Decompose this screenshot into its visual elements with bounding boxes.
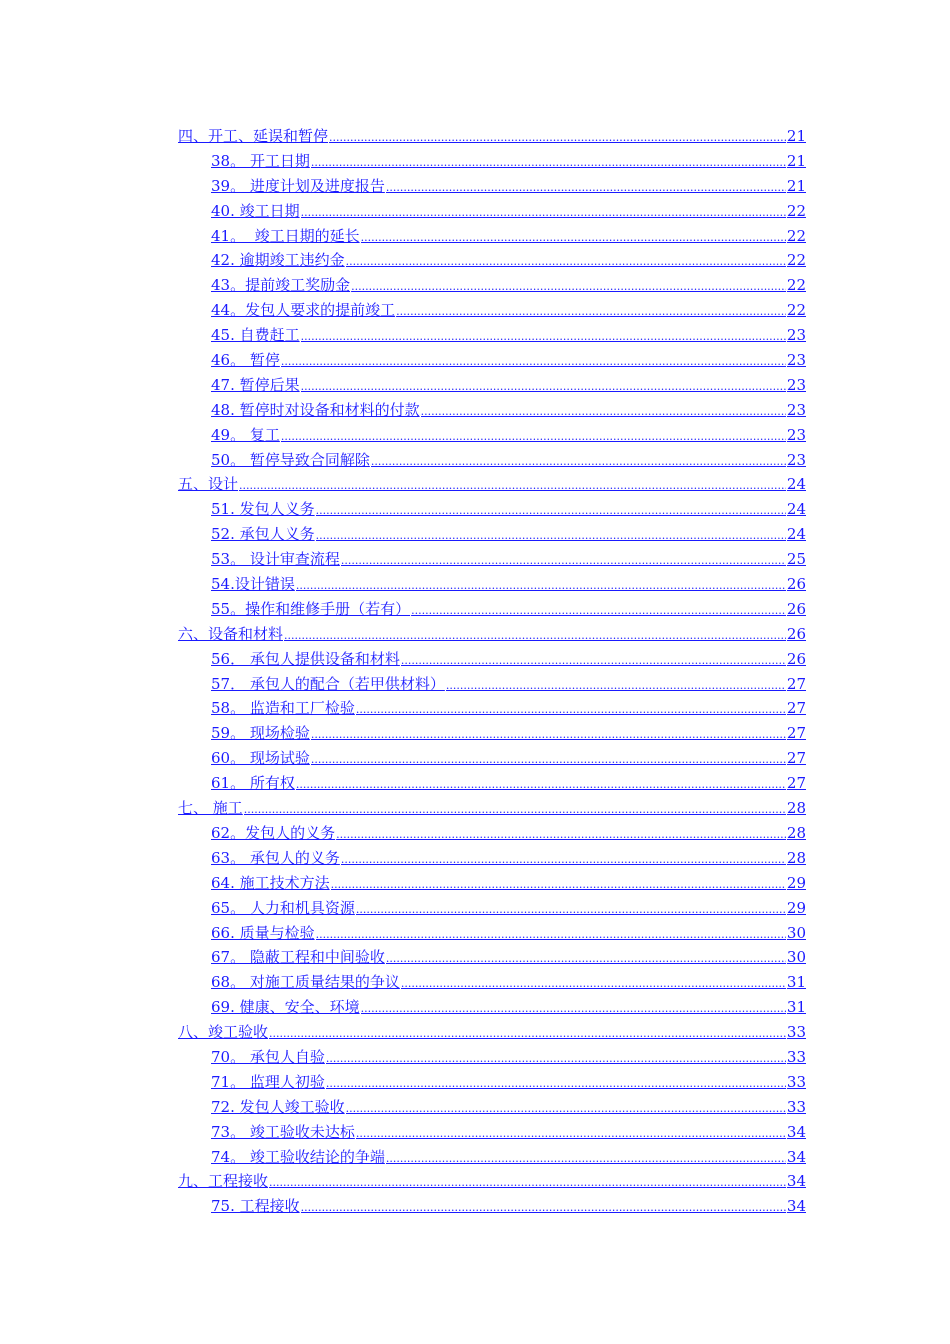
toc-dot-leader: [269, 1020, 786, 1047]
toc-entry-title: 65。 人力和机具资源: [211, 898, 355, 917]
toc-entry-title: 62。发包人的义务: [211, 823, 336, 842]
toc-entry-page-number: 34: [786, 1122, 806, 1141]
toc-entry-page-number: 23: [786, 425, 806, 444]
toc-entry-title: 67。 隐蔽工程和中间验收: [211, 948, 385, 967]
toc-dot-leader: [311, 721, 786, 748]
toc-entry-page-number: 22: [786, 201, 806, 220]
toc-section-entry[interactable]: [178, 472, 806, 497]
toc-dot-leader: [326, 1070, 786, 1097]
toc-entry-title: 50。 暂停导致合同解除: [211, 450, 370, 469]
toc-subsection-entry[interactable]: [178, 572, 806, 597]
toc-entry-page-number: 30: [786, 948, 806, 967]
toc-dot-leader: [371, 448, 786, 475]
toc-subsection-entry[interactable]: [178, 373, 806, 398]
toc-subsection-entry[interactable]: [178, 1194, 806, 1219]
toc-entry-title: 43。提前竣工奖励金: [211, 276, 351, 295]
toc-dot-leader: [386, 174, 786, 201]
toc-section-entry[interactable]: [178, 124, 806, 149]
toc-section-entry[interactable]: [178, 622, 806, 647]
toc-dot-leader: [361, 224, 786, 251]
toc-section-entry[interactable]: [178, 1020, 806, 1045]
toc-entry-page-number: 23: [786, 375, 806, 394]
toc-entry-title: 59。 现场检验: [211, 724, 310, 743]
toc-dot-leader: [316, 921, 786, 948]
toc-entry-title: 五、设计: [178, 475, 239, 494]
toc-dot-leader: [351, 273, 786, 300]
toc-subsection-entry[interactable]: [178, 721, 806, 746]
toc-entry-page-number: 33: [786, 1097, 806, 1116]
toc-dot-leader: [356, 696, 786, 723]
toc-entry-page-number: 28: [786, 848, 806, 867]
toc-dot-leader: [316, 497, 786, 524]
toc-subsection-entry[interactable]: [178, 970, 806, 995]
toc-dot-leader: [281, 423, 786, 450]
toc-subsection-entry[interactable]: [178, 746, 806, 771]
toc-subsection-entry[interactable]: [178, 1095, 806, 1120]
toc-dot-leader: [356, 1120, 786, 1147]
toc-dot-leader: [296, 572, 786, 599]
toc-dot-leader: [281, 348, 786, 375]
toc-entry-title: 七、 施工: [178, 799, 243, 818]
toc-entry-title: 73。 竣工验收未达标: [211, 1122, 355, 1141]
toc-dot-leader: [446, 672, 786, 699]
toc-entry-page-number: 24: [786, 525, 806, 544]
toc-dot-leader: [301, 1194, 786, 1221]
toc-entry-page-number: 26: [786, 624, 806, 643]
toc-entry-page-number: 21: [786, 176, 806, 195]
toc-entry-title: 55。操作和维修手册（若有）: [211, 599, 411, 618]
toc-dot-leader: [401, 647, 786, 674]
toc-subsection-entry[interactable]: [178, 273, 806, 298]
toc-entry-page-number: 25: [786, 550, 806, 569]
toc-entry-title: 68。 对施工质量结果的争议: [211, 973, 400, 992]
toc-dot-leader: [284, 622, 786, 649]
toc-entry-page-number: 28: [786, 799, 806, 818]
toc-entry-title: 48. 暂停时对设备和材料的付款: [211, 400, 420, 419]
toc-entry-title: 66. 质量与检验: [211, 923, 315, 942]
toc-entry-page-number: 22: [786, 226, 806, 245]
toc-dot-leader: [301, 199, 786, 226]
toc-subsection-entry[interactable]: [178, 945, 806, 970]
toc-entry-title: 53。 设计审查流程: [211, 550, 340, 569]
toc-entry-title: 42. 逾期竣工违约金: [211, 251, 345, 270]
toc-subsection-entry[interactable]: [178, 896, 806, 921]
toc-dot-leader: [421, 398, 786, 425]
toc-entry-title: 51. 发包人义务: [211, 500, 315, 519]
toc-entry-page-number: 27: [786, 749, 806, 768]
toc-dot-leader: [269, 1169, 786, 1196]
toc-dot-leader: [331, 871, 786, 898]
toc-dot-leader: [329, 124, 786, 151]
toc-section-entry[interactable]: [178, 796, 806, 821]
toc-subsection-entry[interactable]: [178, 771, 806, 796]
toc-entry-title: 46。 暂停: [211, 351, 280, 370]
toc-entry-title: 45. 自费赶工: [211, 326, 300, 345]
toc-entry-title: 41。 竣工日期的延长: [211, 226, 360, 245]
toc-entry-title: 75. 工程接收: [211, 1197, 300, 1216]
toc-entry-title: 61。 所有权: [211, 774, 295, 793]
toc-entry-page-number: 23: [786, 400, 806, 419]
toc-dot-leader: [361, 995, 786, 1022]
toc-entry-title: 四、开工、延误和暂停: [178, 127, 329, 145]
toc-subsection-entry[interactable]: [178, 398, 806, 423]
toc-subsection-entry[interactable]: [178, 672, 806, 697]
toc-subsection-entry[interactable]: [178, 871, 806, 896]
toc-subsection-entry[interactable]: [178, 547, 806, 572]
toc-entry-title: 九、工程接收: [178, 1172, 269, 1191]
toc-dot-leader: [311, 746, 786, 773]
toc-subsection-entry[interactable]: [178, 696, 806, 721]
toc-subsection-entry[interactable]: [178, 174, 806, 199]
toc-subsection-entry[interactable]: [178, 821, 806, 846]
toc-subsection-entry[interactable]: [178, 298, 806, 323]
toc-dot-leader: [316, 522, 786, 549]
toc-dot-leader: [311, 149, 786, 176]
toc-entry-title: 58。 监造和工厂检验: [211, 699, 355, 718]
toc-subsection-entry[interactable]: [178, 921, 806, 946]
toc-subsection-entry[interactable]: [178, 448, 806, 473]
toc-entry-title: 71。 监理人初验: [211, 1072, 325, 1091]
toc-entry-title: 74。 竣工验收结论的争端: [211, 1147, 385, 1166]
toc-subsection-entry[interactable]: [178, 522, 806, 547]
toc-subsection-entry[interactable]: [178, 348, 806, 373]
toc-dot-leader: [296, 771, 786, 798]
toc-dot-leader: [239, 472, 786, 499]
toc-subsection-entry[interactable]: [178, 199, 806, 224]
toc-subsection-entry[interactable]: [178, 846, 806, 871]
toc-subsection-entry[interactable]: [178, 149, 806, 174]
toc-entry-page-number: 24: [786, 475, 806, 494]
toc-entry-title: 57． 承包人的配合（若甲供材料）: [211, 674, 445, 693]
toc-dot-leader: [411, 597, 786, 624]
toc-entry-title: 60。 现场试验: [211, 749, 310, 768]
toc-entry-page-number: 26: [786, 649, 806, 668]
table-of-contents: [178, 124, 806, 1219]
toc-entry-page-number: 27: [786, 699, 806, 718]
toc-entry-page-number: 27: [786, 724, 806, 743]
toc-entry-page-number: 34: [786, 1197, 806, 1216]
toc-entry-page-number: 23: [786, 450, 806, 469]
toc-entry-page-number: 22: [786, 276, 806, 295]
toc-subsection-entry[interactable]: [178, 1070, 806, 1095]
toc-entry-page-number: 26: [786, 599, 806, 618]
toc-dot-leader: [341, 846, 786, 873]
toc-entry-title: 八、竣工验收: [178, 1023, 269, 1042]
toc-section-entry[interactable]: [178, 1169, 806, 1194]
toc-entry-title: 54.设计错误: [211, 575, 295, 594]
toc-entry-title: 72. 发包人竣工验收: [211, 1097, 345, 1116]
toc-entry-page-number: 29: [786, 898, 806, 917]
toc-entry-title: 52. 承包人义务: [211, 525, 315, 544]
toc-dot-leader: [341, 547, 786, 574]
toc-entry-title: 63。 承包人的义务: [211, 848, 340, 867]
toc-entry-title: 44。发包人要求的提前竣工: [211, 301, 396, 320]
toc-entry-title: 56． 承包人提供设备和材料: [211, 649, 400, 668]
toc-subsection-entry[interactable]: [178, 323, 806, 348]
toc-subsection-entry[interactable]: [178, 1145, 806, 1170]
toc-dot-leader: [401, 970, 786, 997]
toc-entry-page-number: 33: [786, 1023, 806, 1042]
toc-entry-page-number: 34: [786, 1147, 806, 1166]
toc-entry-page-number: 27: [786, 774, 806, 793]
toc-subsection-entry[interactable]: [178, 647, 806, 672]
toc-entry-title: 38。 开工日期: [211, 151, 310, 170]
toc-entry-page-number: 24: [786, 500, 806, 519]
toc-dot-leader: [346, 1095, 786, 1122]
toc-dot-leader: [386, 945, 786, 972]
toc-entry-page-number: 23: [786, 326, 806, 345]
toc-subsection-entry[interactable]: [178, 995, 806, 1020]
toc-subsection-entry[interactable]: [178, 497, 806, 522]
toc-entry-page-number: 31: [786, 973, 806, 992]
toc-entry-page-number: 34: [786, 1172, 806, 1191]
toc-entry-title: 64. 施工技术方法: [211, 873, 330, 892]
toc-subsection-entry[interactable]: [178, 423, 806, 448]
toc-dot-leader: [326, 1045, 786, 1072]
toc-entry-title: 39。 进度计划及进度报告: [211, 176, 385, 195]
toc-entry-page-number: 22: [786, 251, 806, 270]
toc-entry-page-number: 33: [786, 1047, 806, 1066]
toc-entry-title: 六、设备和材料: [178, 624, 284, 643]
toc-dot-leader: [301, 323, 786, 350]
toc-entry-page-number: 29: [786, 873, 806, 892]
toc-dot-leader: [396, 298, 786, 325]
toc-entry-page-number: 23: [786, 351, 806, 370]
toc-entry-title: 47. 暂停后果: [211, 375, 300, 394]
toc-entry-page-number: 26: [786, 575, 806, 594]
toc-entry-page-number: 30: [786, 923, 806, 942]
toc-entry-title: 70。 承包人自验: [211, 1047, 325, 1066]
toc-subsection-entry[interactable]: [178, 1045, 806, 1070]
toc-dot-leader: [336, 821, 786, 848]
toc-subsection-entry[interactable]: [178, 248, 806, 273]
toc-entry-page-number: 27: [786, 674, 806, 693]
toc-subsection-entry[interactable]: [178, 1120, 806, 1145]
toc-entry-title: 69. 健康、安全、环境: [211, 998, 360, 1017]
toc-entry-page-number: 22: [786, 301, 806, 320]
toc-dot-leader: [244, 796, 786, 823]
toc-subsection-entry[interactable]: [178, 224, 806, 249]
toc-entry-page-number: 31: [786, 998, 806, 1017]
toc-subsection-entry[interactable]: [178, 597, 806, 622]
toc-dot-leader: [301, 373, 786, 400]
toc-dot-leader: [386, 1145, 786, 1172]
toc-entry-page-number: 21: [786, 151, 806, 170]
toc-entry-title: 40. 竣工日期: [211, 201, 300, 220]
toc-entry-page-number: 33: [786, 1072, 806, 1091]
toc-entry-page-number: 21: [786, 127, 806, 145]
toc-dot-leader: [346, 248, 786, 275]
toc-entry-title: 49。 复工: [211, 425, 280, 444]
toc-entry-page-number: 28: [786, 823, 806, 842]
toc-dot-leader: [356, 896, 786, 923]
